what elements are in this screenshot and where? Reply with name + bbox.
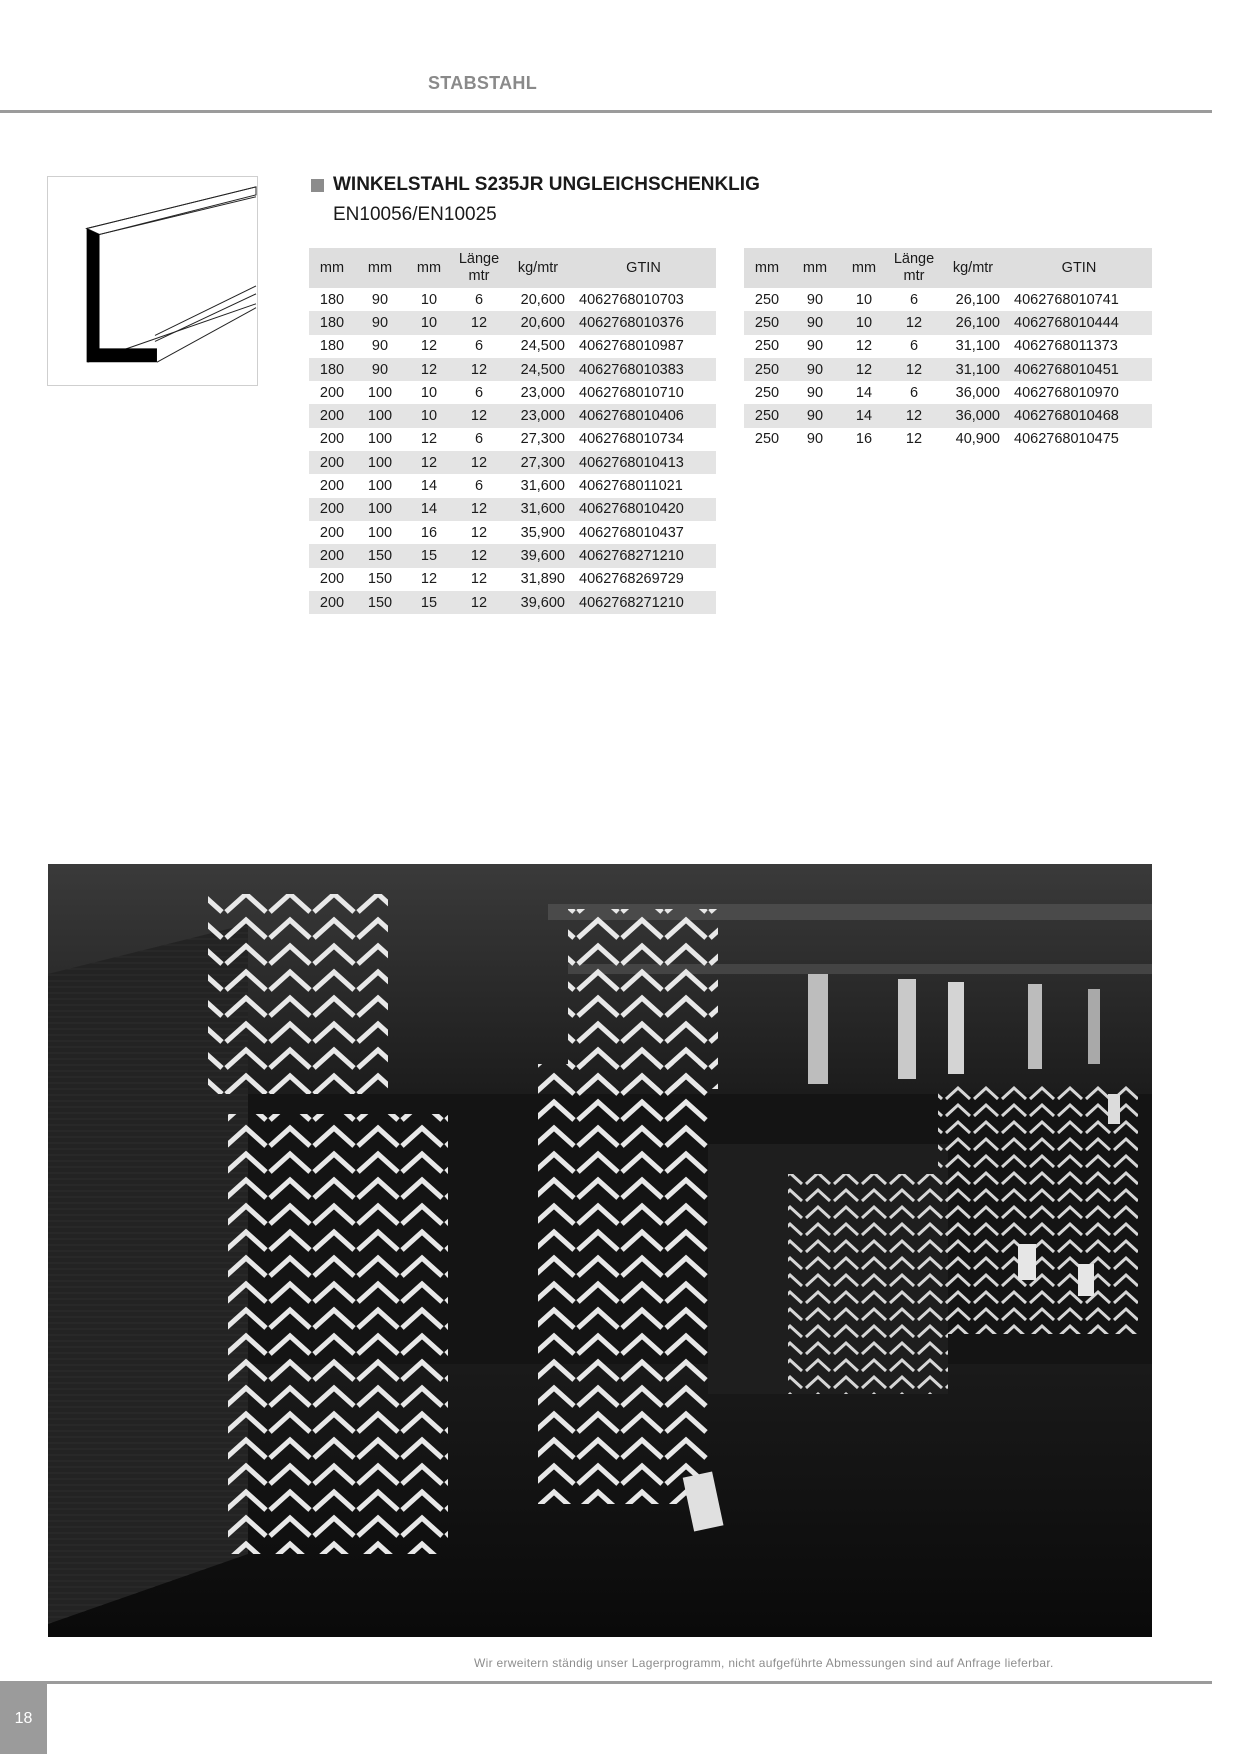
table-cell: 31,600 (505, 498, 571, 521)
table-row (309, 404, 716, 427)
table-row (309, 381, 716, 404)
column-header: Länge mtr (888, 248, 940, 288)
table-row (309, 474, 716, 497)
product-title (311, 174, 760, 196)
table-cell: 26,100 (955, 291, 1000, 308)
table-cell: 6 (474, 478, 484, 495)
table-cell: 15 (405, 591, 453, 614)
column-header: mm (840, 248, 888, 288)
table-cell: 200 (319, 431, 345, 448)
table-cell: 4062768011373 (1014, 338, 1118, 355)
table-cell: 4062768269729 (579, 571, 684, 588)
column-header: mm (744, 248, 790, 288)
table-cell: 12 (453, 358, 505, 381)
table-cell: 90 (790, 358, 840, 381)
table-cell: 4062768010710 (579, 384, 684, 401)
table-cell: 10 (420, 291, 438, 308)
table-cell: 4062768010741 (1014, 291, 1119, 308)
steel-angle-warehouse-photo (48, 864, 1152, 1637)
table-row (309, 591, 716, 614)
table-cell: 4062768010734 (579, 431, 684, 448)
table-cell: 100 (367, 431, 393, 448)
table-cell: 6 (909, 291, 919, 308)
table-cell: 90 (790, 311, 840, 334)
table-cell: 150 (355, 544, 405, 567)
table-row (309, 521, 716, 544)
table-cell: 100 (367, 384, 393, 401)
table-cell: 200 (309, 498, 355, 521)
column-header: Länge mtr (453, 248, 505, 288)
table-row (309, 544, 716, 567)
product-subtitle: EN10056/EN10025 (333, 204, 497, 225)
table-cell: 200 (309, 404, 355, 427)
table-row (744, 358, 1152, 381)
column-header: kg/mtr (940, 248, 1006, 288)
table-cell: 90 (806, 384, 824, 401)
table-cell: 4062768010987 (579, 338, 684, 355)
table-cell: 24,500 (505, 358, 571, 381)
column-header: kg/mtr (505, 248, 571, 288)
table-cell: 10 (405, 404, 453, 427)
table-cell: 12 (420, 338, 438, 355)
table-cell: 180 (319, 338, 345, 355)
table-row (744, 311, 1152, 334)
table-row (309, 498, 716, 521)
table-row (744, 428, 1152, 451)
table-cell: 6 (909, 338, 919, 355)
table-cell: 31,100 (955, 338, 1000, 355)
table-cell: 4062768010451 (1006, 358, 1152, 381)
table-cell: 4062768010468 (1006, 404, 1152, 427)
table-cell: 250 (744, 311, 790, 334)
table-cell: 100 (355, 498, 405, 521)
table-cell: 31,890 (520, 571, 565, 588)
table-cell: 40,900 (955, 431, 1000, 448)
table-cell: 200 (319, 524, 345, 541)
table-cell: 4062768010376 (571, 311, 716, 334)
table-cell: 12 (888, 358, 940, 381)
table-cell: 250 (744, 358, 790, 381)
table-cell: 200 (319, 478, 345, 495)
section-label: STABSTAHL (428, 73, 538, 93)
table-cell: 31,600 (520, 478, 565, 495)
table-cell: 4062768010475 (1014, 431, 1119, 448)
table-cell: 12 (420, 431, 438, 448)
table-cell: 10 (855, 291, 873, 308)
table-cell: 90 (355, 311, 405, 334)
table-cell: 23,000 (505, 404, 571, 427)
table-cell: 150 (355, 591, 405, 614)
table-cell: 31,100 (940, 358, 1006, 381)
table-row (744, 288, 1152, 311)
table-cell: 200 (309, 591, 355, 614)
table-cell: 4062768271210 (571, 591, 716, 614)
table-cell: 36,000 (940, 404, 1006, 427)
table-cell: 6 (474, 384, 484, 401)
table-cell: 4062768010413 (571, 451, 716, 474)
table-cell: 250 (754, 291, 780, 308)
table-row (309, 335, 716, 358)
table-cell: 4062768010437 (579, 524, 684, 541)
table-cell: 250 (754, 431, 780, 448)
table-cell: 27,300 (520, 431, 565, 448)
table-cell: 4062768011021 (579, 478, 683, 495)
warehouse-photo (48, 864, 1152, 1637)
table-cell: 12 (453, 451, 505, 474)
table-cell: 100 (355, 451, 405, 474)
table-cell: 12 (453, 311, 505, 334)
table-cell: 14 (405, 498, 453, 521)
table-cell: 200 (319, 571, 345, 588)
table-cell: 6 (474, 291, 484, 308)
table-cell: 250 (754, 384, 780, 401)
column-header: GTIN (1006, 248, 1152, 288)
table-cell: 100 (367, 478, 393, 495)
table-row (744, 381, 1152, 404)
spec-table-left (309, 248, 716, 614)
table-cell: 200 (319, 384, 345, 401)
table-cell: 14 (840, 404, 888, 427)
table-header-row (744, 248, 1152, 288)
column-header: mm (309, 248, 355, 288)
table-cell: 180 (319, 291, 345, 308)
table-cell: 10 (420, 384, 438, 401)
table-cell: 20,600 (520, 291, 565, 308)
table-cell: 39,600 (505, 591, 571, 614)
table-cell: 250 (754, 338, 780, 355)
table-cell: 4062768010970 (1014, 384, 1119, 401)
table-header-row (309, 248, 716, 288)
table-cell: 12 (855, 338, 873, 355)
table-cell: 4062768010383 (571, 358, 716, 381)
table-cell: 90 (790, 404, 840, 427)
table-cell: 12 (405, 451, 453, 474)
table-row (744, 404, 1152, 427)
table-cell: 12 (453, 498, 505, 521)
table-cell: 12 (905, 431, 923, 448)
table-cell: 24,500 (520, 338, 565, 355)
table-row (744, 335, 1152, 358)
spec-table-right (744, 248, 1152, 451)
product-title-text: WINKELSTAHL S235JR UNGLEICHSCHENKLIG (333, 174, 760, 195)
table-cell: 4062768010703 (579, 291, 684, 308)
column-header: GTIN (571, 248, 716, 288)
table-cell: 4062768010420 (571, 498, 716, 521)
table-cell: 180 (309, 311, 355, 334)
table-row (309, 568, 716, 591)
table-cell: 23,000 (520, 384, 565, 401)
table-cell: 12 (453, 544, 505, 567)
table-cell: 35,900 (520, 524, 565, 541)
header-divider (0, 110, 1212, 113)
table-cell: 12 (470, 524, 488, 541)
unequal-angle-profile-icon (48, 177, 257, 385)
table-cell: 90 (806, 338, 824, 355)
table-cell: 12 (888, 311, 940, 334)
table-cell: 12 (470, 571, 488, 588)
table-cell: 39,600 (505, 544, 571, 567)
table-cell: 26,100 (940, 311, 1006, 334)
table-cell: 15 (405, 544, 453, 567)
table-cell: 12 (888, 404, 940, 427)
table-cell: 90 (371, 338, 389, 355)
table-cell: 6 (474, 338, 484, 355)
table-cell: 4062768010406 (571, 404, 716, 427)
footer-divider (0, 1681, 1212, 1684)
column-header: mm (405, 248, 453, 288)
table-cell: 12 (453, 404, 505, 427)
table-cell: 250 (744, 404, 790, 427)
table-cell: 100 (367, 524, 393, 541)
column-header: mm (790, 248, 840, 288)
table-row (309, 358, 716, 381)
table-cell: 20,600 (505, 311, 571, 334)
table-row (309, 311, 716, 334)
table-row (309, 428, 716, 451)
table-cell: 14 (420, 478, 438, 495)
footnote: Wir erweitern ständig unser Lagerprogramm, nicht aufgeführte Abmessungen sind auf Anfrage lieferbar. (474, 1656, 1054, 1670)
table-cell: 36,000 (955, 384, 1000, 401)
table-cell: 4062768010444 (1006, 311, 1152, 334)
table-cell: 27,300 (505, 451, 571, 474)
table-cell: 14 (855, 384, 873, 401)
table-cell: 200 (309, 544, 355, 567)
table-cell: 16 (420, 524, 438, 541)
table-cell: 180 (309, 358, 355, 381)
table-cell: 6 (474, 431, 484, 448)
table-cell: 12 (840, 358, 888, 381)
page-number: 18 (0, 1684, 47, 1754)
table-cell: 10 (840, 311, 888, 334)
table-cell: 12 (405, 358, 453, 381)
table-row (309, 451, 716, 474)
table-cell: 100 (355, 404, 405, 427)
profile-image (47, 176, 258, 386)
table-cell: 200 (309, 451, 355, 474)
title-square-icon (311, 179, 324, 192)
table-cell: 16 (855, 431, 873, 448)
table-row (309, 288, 716, 311)
table-cell: 150 (367, 571, 393, 588)
table-cell: 12 (420, 571, 438, 588)
table-cell: 6 (909, 384, 919, 401)
column-header: mm (355, 248, 405, 288)
table-cell: 90 (806, 291, 824, 308)
table-cell: 12 (453, 591, 505, 614)
table-cell: 10 (405, 311, 453, 334)
table-cell: 90 (806, 431, 824, 448)
table-cell: 90 (355, 358, 405, 381)
table-cell: 90 (371, 291, 389, 308)
table-cell: 4062768271210 (571, 544, 716, 567)
